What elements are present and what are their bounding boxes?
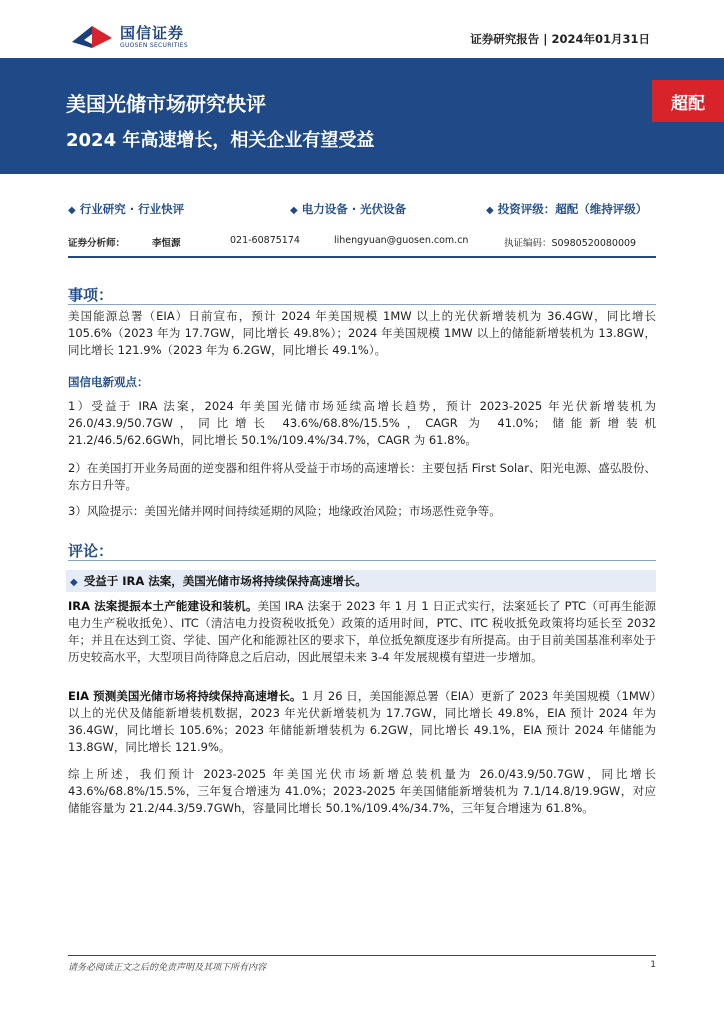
analyst-phone: 021-60875174: [230, 235, 300, 246]
event-section-title: 事项：: [68, 286, 114, 304]
rating-badge: 超配: [652, 80, 724, 122]
paragraph-lead: EIA 预测美国光储市场将持续保持高速增长。: [68, 689, 302, 703]
guosen-logo-icon: [70, 22, 114, 52]
view-point-2: 2）在美国打开业务局面的逆变器和组件将从受益于市场的高速增长：主要包括 First Solar、阳光电源、盛弘股份、东方日升等。: [68, 461, 656, 492]
event-text: 美国能源总署（EIA）日前宣布，预计 2024 年美国规模 1MW 以上的光伏新增装机为 36.4GW，同比增长 105.6%（2023 年为 17.7GW，同比增长 49.8%）；2024 年美国规模 1MW 以上的储能新增装机为 13.8GW，同比增长 121.9%（2023 年为 6.2GW，同比增长 49.1%）。: [68, 309, 656, 357]
tag-rating: ◆ 投资评级：超配（维持评级）: [486, 202, 648, 216]
logo-english-name: GUOSEN SECURITIES: [120, 41, 189, 49]
diamond-icon: ◆: [68, 205, 76, 216]
divider: [68, 560, 656, 561]
logo-chinese-name: 国信证券: [120, 23, 185, 42]
comment-headline: ◆ 受益于 IRA 法案，美国光储市场将持续保持高速增长。: [66, 570, 656, 592]
diamond-icon: ◆: [486, 205, 494, 216]
comment-paragraph-2: EIA 预测美国光储市场将持续保持高速增长。1 月 26 日，美国能源总署（EIA）更新了 2023 年美国规模（1MW）以上的光伏及储能新增装机数据，2023 年光伏新增装机为 17.7GW，同比增长 49.8%，EIA 预计 2024 年为 36.4GW，同比增长 105.6%；2023 年储能新增装机为 6.2GW，同比增长 49.1%，EIA 预计 2024 年储能为 13.8GW，同比增长 121.9%。: [68, 689, 656, 754]
analyst-name: 李恒源: [152, 238, 181, 249]
divider: [68, 304, 656, 305]
title-banner: [0, 58, 724, 174]
report-title: 美国光储市场研究快评: [66, 92, 266, 116]
comment-section-title: 评论：: [68, 542, 114, 560]
paragraph-lead: IRA 法案提振本土产能建设和装机。: [68, 599, 258, 613]
analyst-email[interactable]: lihengyuan@guosen.com.cn: [334, 235, 469, 246]
report-type-date: 证券研究报告 | 2024年01月31日: [470, 32, 650, 46]
view-point-1: 1）受益于 IRA 法案，2024 年美国光储市场延续高增长趋势，预计 2023-2025 年光伏新增装机为 26.0/43.9/50.7GW，同比增长 43.6%/68.8%/15.5%，CAGR 为 41.0%；储能新增装机 21.2/46.5/62.6GWh，同比增长 50.1%/109.4%/34.7%，CAGR 为 61.8%。: [68, 399, 656, 447]
page-number: 1: [650, 960, 656, 970]
view-point-3: 3）风险提示：美国光储并网时间持续延期的风险；地缘政治风险；市场恶性竞争等。: [68, 504, 501, 518]
footer-divider: [68, 955, 656, 956]
tag-industry-research: ◆ 行业研究 · 行业快评: [68, 202, 185, 216]
company-logo: [70, 20, 188, 54]
analyst-label: 证券分析师：: [68, 238, 126, 249]
diamond-icon: ◆: [290, 205, 298, 216]
view-section-title: 国信电新观点：: [68, 375, 149, 389]
report-subtitle: 2024 年高速增长，相关企业有望受益: [66, 130, 375, 151]
disclaimer-note: 请务必阅读正文之后的免责声明及其项下所有内容: [68, 963, 267, 973]
comment-paragraph-1: IRA 法案提振本土产能建设和装机。美国 IRA 法案于 2023 年 1 月 1 日正式实行，法案延长了 PTC（可再生能源电力生产税收抵免）、ITC（清洁电力投资税收抵免）政策的适用时间，PTC、ITC 税收抵免政策将均延长至 2032 年；并且在达到工资、学徒、国产化和能源社区的要求下，单位抵免额度逐步有所提高。由于目前美国基准利率处于历史较高水平，大型项目尚待降息之后启动，因此展望未来 3-4 年发展规模有望进一步增加。: [68, 599, 656, 664]
analyst-cert: 执证编码：S0980520080009: [504, 238, 637, 249]
tag-sector: ◆ 电力设备 · 光伏设备: [290, 202, 407, 216]
divider: [68, 256, 656, 258]
diamond-icon: ◆: [70, 577, 78, 588]
comment-paragraph-3: 综上所述，我们预计 2023-2025 年美国光伏市场新增总装机量为 26.0/43.9/50.7GW，同比增长 43.6%/68.8%/15.5%，三年复合增速为 41.0%；2023-2025 年美国储能新增装机为 7.1/14.8/19.9GW，对应储能容量为 21.2/44.3/59.7GWh，容量同比增长 50.1%/109.4%/34.7%，三年复合增速为 61.8%。: [68, 767, 656, 815]
